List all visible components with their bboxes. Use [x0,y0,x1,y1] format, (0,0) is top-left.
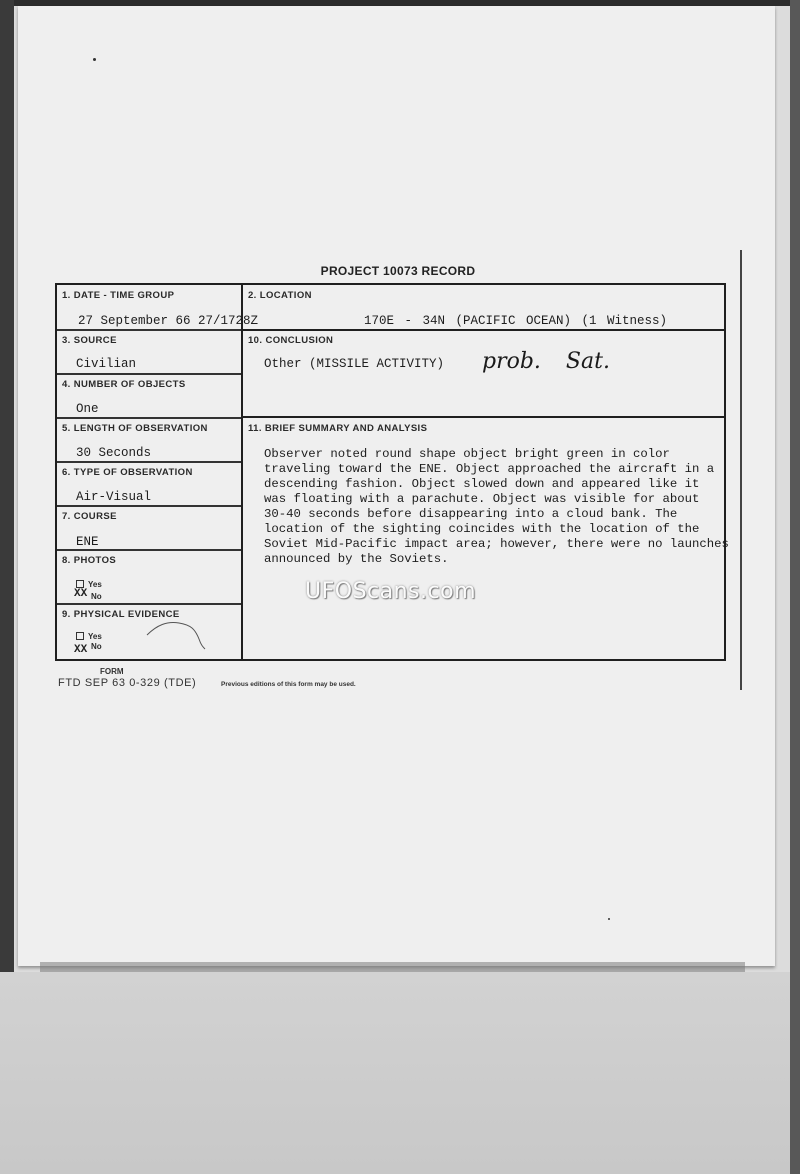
summary-line: traveling toward the ENE. Object approached the aircraft in a [264,462,715,476]
row-divider [57,417,241,419]
type-of-observation-label: 6. TYPE OF OBSERVATION [62,467,193,478]
row-divider [57,505,241,507]
summary-line: descending fashion. Object slowed down and appeared like it [264,477,700,491]
row-divider [57,329,241,331]
handwritten-annotation: prob. Sat. [482,349,610,374]
dust-speck [93,58,96,61]
summary-text [264,447,729,567]
form-identifier: FTD SEP 63 0-329 (TDE) [58,677,197,689]
summary-line: announced by the Soviets. [264,552,449,566]
photos-label: 8. PHOTOS [62,555,117,566]
row-divider [57,461,241,463]
summary-line: Soviet Mid-Pacific impact area; however, there were no launches [264,537,729,551]
summary-label: 11. BRIEF SUMMARY AND ANALYSIS [248,423,428,434]
film-border-right [790,0,800,1174]
record-form [55,283,729,661]
date-time-group-value: 27 September 66 27/1728Z [78,314,259,328]
physical-evidence-yes-option: Yes [76,632,102,641]
course-value: ENE [76,535,99,549]
physical-evidence-label: 9. PHYSICAL EVIDENCE [62,609,180,620]
row-divider [57,549,241,551]
conclusion-label: 10. CONCLUSION [248,335,334,346]
row-divider [57,373,241,375]
column-divider [241,285,243,659]
form-note: Previous editions of this form may be used. [221,681,356,688]
sheet-shadow [40,962,745,972]
photos-yes-option: Yes [76,580,102,589]
summary-line: 30-40 seconds before disappearing into a cloud bank. The [264,507,678,521]
date-time-group-label: 1. DATE - TIME GROUP [62,290,175,301]
conclusion-value: Other (MISSILE ACTIVITY) [264,357,445,371]
type-of-observation-value: Air-Visual [76,490,152,504]
pen-stroke [145,617,207,651]
photos-checked-mark: XX [74,588,88,600]
checkbox-icon [76,580,84,588]
margin-line [740,250,742,690]
summary-line: location of the sighting coincides with the location of the [264,522,700,536]
location-label: 2. LOCATION [248,290,312,301]
dust-speck [608,918,610,920]
record-title: PROJECT 10073 RECORD [320,264,476,278]
photos-no-option: No [91,592,102,601]
summary-line: was floating with a parachute. Object was visible for about [264,492,700,506]
source-value: Civilian [76,357,137,371]
length-of-observation-label: 5. LENGTH OF OBSERVATION [62,423,208,434]
location-value: 170E - 34N (PACIFIC OCEAN) (1 Witness) [364,314,668,328]
watermark: UFOScans.com [305,579,476,604]
physical-evidence-checked-mark: XX [74,644,88,656]
form-label: FORM [100,667,124,676]
number-of-objects-value: One [76,402,99,416]
source-label: 3. SOURCE [62,335,117,346]
length-of-observation-value: 30 Seconds [76,446,152,460]
background-below-sheet [0,972,790,1174]
course-label: 7. COURSE [62,511,117,522]
physical-evidence-no-option: No [91,642,102,651]
checkbox-icon [76,632,84,640]
row-divider [57,603,241,605]
row-divider [241,329,724,331]
number-of-objects-label: 4. NUMBER OF OBJECTS [62,379,186,390]
row-divider [241,416,724,418]
summary-line: Observer noted round shape object bright green in color [264,447,670,461]
